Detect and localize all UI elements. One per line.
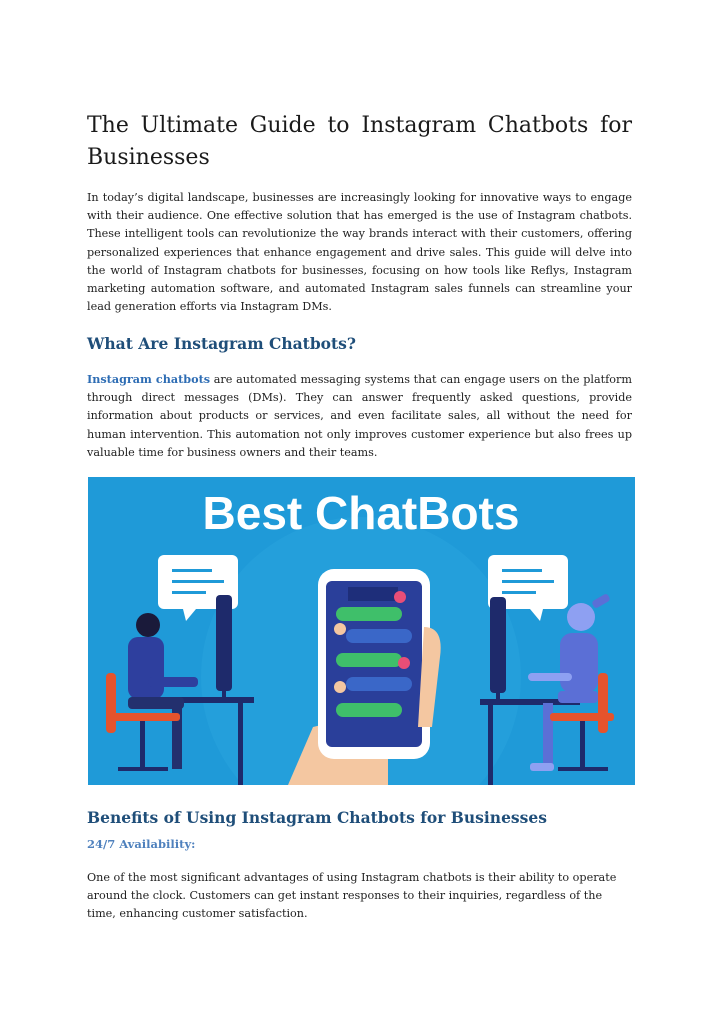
section-heading-what-are: What Are Instagram Chatbots? <box>87 334 356 353</box>
page-title: The Ultimate Guide to Instagram Chatbots for Businesses <box>87 113 632 170</box>
section-heading-benefits: Benefits of Using Instagram Chatbots for Businesses <box>87 808 547 827</box>
section1-paragraph <box>87 370 632 462</box>
section2-paragraph: One of the most significant advantages of using Instagram chatbots is their ability to operate around the clock. Customers can get instant responses to their inquiries, regardless of the time, enhancing customer satisfaction. <box>87 871 617 921</box>
section1-paragraph-wrap <box>87 370 632 462</box>
chatbots-illustration <box>88 477 635 785</box>
subheading-availability: 24/7 Availability: <box>87 837 196 851</box>
section1-text: are automated messaging systems that can engage users on the platform through direct messages (DMs). They can answer frequently asked questions, provide information about products or services, and even facilitate sales, all without the need for human intervention. This automation not only improves customer experience but also frees up valuable time for business owners and their teams. <box>87 373 632 459</box>
intro-paragraph-wrap <box>87 189 632 316</box>
intro-paragraph: In today’s digital landscape, businesses are increasingly looking for innovative ways to engage with their audience. One effective solution that has emerged is the use of Instagram chatbots. These intelligent tools can revolutionize the way brands interact with their customers, offering personalized experiences that enhance engagement and drive sales. This guide will delve into the world of Instagram chatbots for businesses, focusing on how tools like Reflys, Instagram marketing automation software, and automated Instagram sales funnels can streamline your lead generation efforts via Instagram DMs. <box>87 191 632 314</box>
section2-paragraph-wrap <box>87 869 632 924</box>
keyword-link[interactable]: Instagram chatbots <box>87 372 211 386</box>
banner-title: Best ChatBots <box>202 487 520 539</box>
